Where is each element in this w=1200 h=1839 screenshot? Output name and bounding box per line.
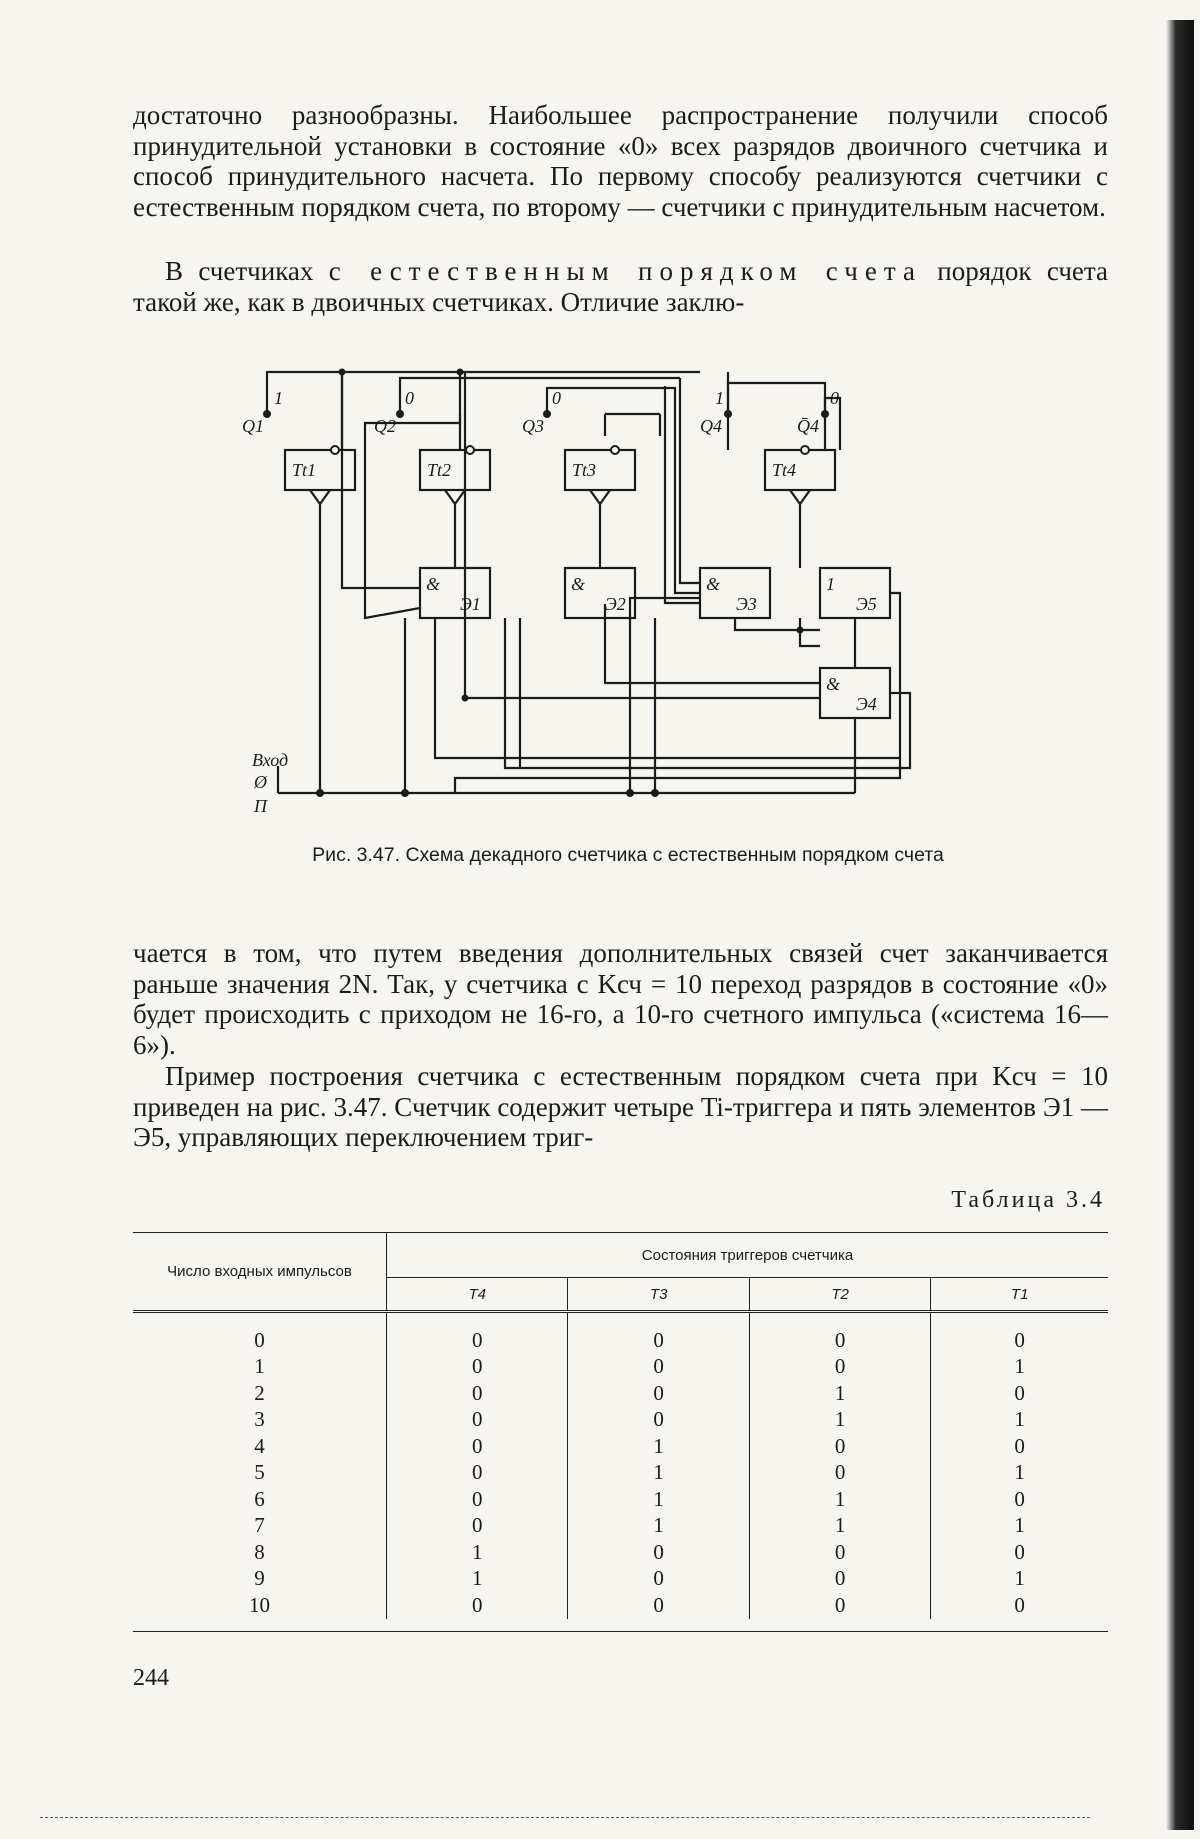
trigger-state-cell: 0 bbox=[387, 1312, 568, 1354]
pulse-count-cell: 7 bbox=[254, 1513, 265, 1538]
trigger-state-cell: 1 bbox=[931, 1566, 1108, 1593]
label-and-e2: & bbox=[571, 574, 586, 594]
trigger-state-cell: 0 bbox=[568, 1354, 749, 1381]
header-trigger-2: T3 bbox=[568, 1278, 749, 1312]
page-number: 244 bbox=[133, 1665, 169, 1691]
trigger-state-cell: 0 bbox=[931, 1380, 1108, 1407]
trigger-state-cell: 0 bbox=[749, 1354, 930, 1381]
trigger-state-cell: 1 bbox=[568, 1460, 749, 1487]
trigger-state-cell: 0 bbox=[931, 1539, 1108, 1566]
label-tt2: Tt2 bbox=[427, 460, 452, 480]
paragraph-4: Пример построения счетчика с естественным порядком счета при Kсч = 10 приведен на рис. 3.47. Счетчик содержит четыре Ti-триггера и пять элементов Э1 — Э5, управляющих переключением триг- bbox=[133, 1061, 1108, 1152]
table-row bbox=[133, 1566, 1108, 1593]
label-q2: Q2 bbox=[374, 416, 396, 436]
label-e2: Э2 bbox=[605, 594, 626, 614]
trigger-state-cell: 1 bbox=[931, 1513, 1108, 1540]
trigger-state-cell: 0 bbox=[931, 1312, 1108, 1354]
label-e5: Э5 bbox=[856, 594, 877, 614]
label-zero-t2: 0 bbox=[405, 388, 414, 408]
table-row bbox=[133, 1592, 1108, 1619]
label-tt1: Tt1 bbox=[292, 460, 317, 480]
trigger-state-cell: 0 bbox=[387, 1407, 568, 1434]
header-trigger-3: T2 bbox=[749, 1278, 930, 1312]
label-zero-t3: 0 bbox=[552, 388, 561, 408]
trigger-state-cell: 0 bbox=[568, 1380, 749, 1407]
trigger-state-cell: 1 bbox=[749, 1407, 930, 1434]
label-e1: Э1 bbox=[460, 594, 481, 614]
table-row bbox=[133, 1433, 1108, 1460]
trigger-state-cell: 0 bbox=[749, 1460, 930, 1487]
paragraph-2-rest: порядок счета такой же, как в двоичных счетчиках. Отличие заклю- bbox=[133, 256, 1108, 317]
pulse-count-cell: 10 bbox=[249, 1592, 270, 1617]
pulse-count-cell: 0 bbox=[254, 1327, 265, 1352]
label-q4-bar: Q̄4 bbox=[797, 416, 819, 436]
trigger-state-cell: 0 bbox=[568, 1407, 749, 1434]
table-row bbox=[133, 1380, 1108, 1407]
trigger-state-cell: 0 bbox=[387, 1513, 568, 1540]
header-pulses: Число входных импульсов bbox=[133, 1233, 387, 1312]
trigger-state-cell: 1 bbox=[568, 1433, 749, 1460]
pulse-count-cell: 5 bbox=[254, 1460, 265, 1485]
trigger-state-cell: 1 bbox=[931, 1407, 1108, 1434]
footer-dashed-rule bbox=[40, 1817, 1090, 1818]
trigger-state-cell: 0 bbox=[387, 1433, 568, 1460]
pulse-count-cell: 8 bbox=[254, 1539, 265, 1564]
pulse-count-cell: 6 bbox=[254, 1486, 265, 1511]
counter-schematic bbox=[242, 368, 990, 828]
pulse-count-cell: 4 bbox=[254, 1433, 265, 1458]
label-q4: Q4 bbox=[700, 416, 722, 436]
label-and-e1: & bbox=[426, 574, 441, 594]
trigger-state-cell: 1 bbox=[931, 1460, 1108, 1487]
paragraph-2 bbox=[133, 256, 1108, 317]
header-trigger-states: Состояния триггеров счетчика bbox=[387, 1233, 1109, 1278]
header-trigger-4: T1 bbox=[931, 1278, 1108, 1312]
table-row bbox=[133, 1513, 1108, 1540]
trigger-state-cell: 1 bbox=[931, 1354, 1108, 1381]
trigger-state-cell: 0 bbox=[931, 1486, 1108, 1513]
paragraph-1: достаточно разнообразны. Наибольшее распространение получили способ принудительной установки в состояние «0» всех разрядов двоичного счетчика и способ принудительного насчета. По первому способу реализуются счетчики с естественным порядком счета, по второму — счетчики с принудительным насчетом. bbox=[133, 100, 1108, 222]
figure-caption: Рис. 3.47. Схема декадного счетчика с естественным порядком счета bbox=[312, 844, 944, 866]
table-row bbox=[133, 1312, 1108, 1354]
table-row bbox=[133, 1354, 1108, 1381]
trigger-state-cell: 0 bbox=[387, 1460, 568, 1487]
label-one-t1: 1 bbox=[274, 388, 283, 408]
trigger-state-cell: 1 bbox=[568, 1486, 749, 1513]
label-zero-t4: 0 bbox=[830, 388, 839, 408]
trigger-state-cell: 0 bbox=[749, 1592, 930, 1619]
paragraph-2-emphasis: с естественным порядком счета bbox=[328, 256, 922, 286]
pulse-count-cell: 3 bbox=[254, 1407, 265, 1432]
trigger-state-cell: 0 bbox=[749, 1566, 930, 1593]
trigger-state-cell: 0 bbox=[568, 1592, 749, 1619]
trigger-state-cell: 0 bbox=[568, 1312, 749, 1354]
table-title: Таблица 3.4 bbox=[951, 1187, 1105, 1213]
trigger-state-cell: 0 bbox=[387, 1592, 568, 1619]
trigger-state-cell: 0 bbox=[931, 1592, 1108, 1619]
label-and-e4: & bbox=[826, 674, 841, 694]
trigger-state-cell: 0 bbox=[749, 1312, 930, 1354]
trigger-state-cell: 1 bbox=[749, 1380, 930, 1407]
paragraph-2-lead: В счетчиках bbox=[165, 256, 329, 286]
page-edge-shadow bbox=[1166, 20, 1194, 1830]
table-row bbox=[133, 1539, 1108, 1566]
label-and-e3: & bbox=[706, 574, 721, 594]
trigger-state-cell: 0 bbox=[568, 1539, 749, 1566]
counter-state-table bbox=[133, 1232, 1108, 1632]
trigger-state-cell: 0 bbox=[387, 1486, 568, 1513]
trigger-state-cell: 0 bbox=[387, 1380, 568, 1407]
label-input: Вход bbox=[252, 750, 289, 770]
table-row bbox=[133, 1407, 1108, 1434]
label-input-symbol: Ø bbox=[254, 772, 267, 792]
table-row bbox=[133, 1460, 1108, 1487]
trigger-state-cell: 0 bbox=[749, 1539, 930, 1566]
label-or-e5: 1 bbox=[826, 574, 835, 594]
trigger-state-cell: 0 bbox=[387, 1354, 568, 1381]
trigger-state-cell: 1 bbox=[387, 1539, 568, 1566]
pulse-count-cell: 9 bbox=[254, 1566, 265, 1591]
label-q1: Q1 bbox=[242, 416, 264, 436]
pulse-count-cell: 1 bbox=[254, 1354, 265, 1379]
label-e3: Э3 bbox=[736, 594, 757, 614]
trigger-state-cell: 1 bbox=[568, 1513, 749, 1540]
trigger-state-cell: 1 bbox=[387, 1566, 568, 1593]
paragraph-3: чается в том, что путем введения дополнительных связей счет заканчивается раньше значения 2N. Так, у счетчика с Kсч = 10 переход разрядов в состояние «0» будет происходить с приходом не 16-го, а 10-го счетного импульса («система 16—6»). bbox=[133, 938, 1108, 1060]
label-pulse: П bbox=[254, 796, 267, 816]
pulse-count-cell: 2 bbox=[254, 1380, 265, 1405]
header-trigger-1: T4 bbox=[387, 1278, 568, 1312]
label-q3: Q3 bbox=[522, 416, 544, 436]
trigger-state-cell: 1 bbox=[749, 1486, 930, 1513]
label-tt4: Tt4 bbox=[772, 460, 797, 480]
label-one-t4: 1 bbox=[715, 388, 724, 408]
trigger-state-cell: 0 bbox=[568, 1566, 749, 1593]
table-row bbox=[133, 1486, 1108, 1513]
label-e4: Э4 bbox=[856, 694, 877, 714]
trigger-state-cell: 0 bbox=[931, 1433, 1108, 1460]
label-tt3: Tt3 bbox=[572, 460, 597, 480]
trigger-state-cell: 0 bbox=[749, 1433, 930, 1460]
trigger-state-cell: 1 bbox=[749, 1513, 930, 1540]
